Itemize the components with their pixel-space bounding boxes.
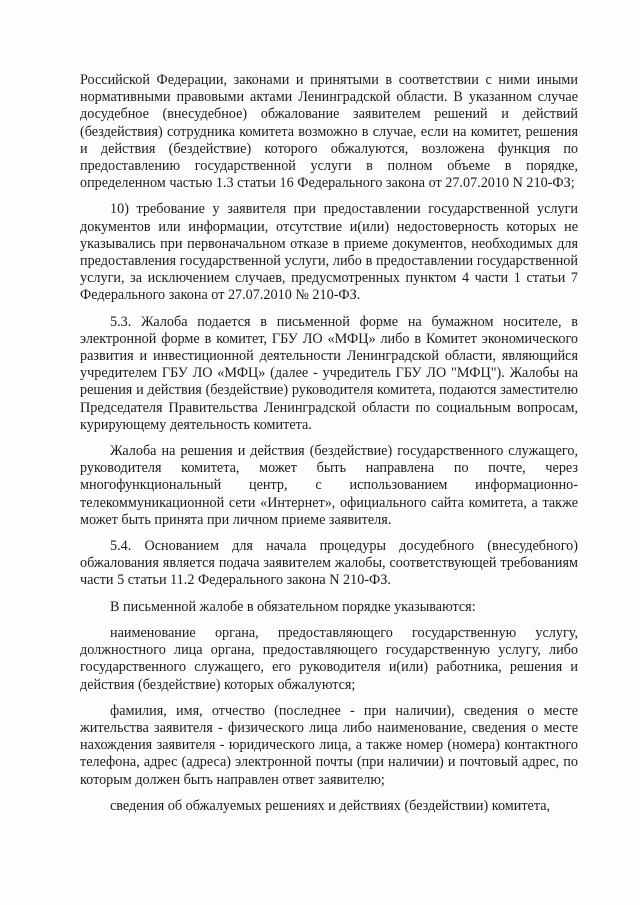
paragraph-item-10: 10) требование у заявителя при предоставлении государственной услуги документов или информации, отсутствие и(или) недостоверность которых не указывались при первоначальном отказе в приеме документов, необходимых для предоставления государственной услуги, либо в предоставлении государственной услуги, за исключением случаев, предусмотренных пунктом 4 части 1 статьи 7 Федерального закона от 27.07.2010 № 210-ФЗ. — [80, 201, 578, 304]
document-body — [80, 72, 578, 824]
paragraph-body-name: наименование органа, предоставляющего государственную услугу, должностного лица органа, предоставляющего государственную услугу, либо государственного служащего, его руководителя и(или) работника, решения и действия (бездействие) которых обжалуются; — [80, 624, 578, 693]
paragraph-applicant-details: фамилия, имя, отчество (последнее - при наличии), сведения о месте жительства заявителя - физического лица либо наименование, сведения о месте нахождения заявителя - юридического лица, а также номер (номера) контактного телефона, адрес (адреса) электронной почты (при наличии) и почтовый адрес, по которым должен быть направлен ответ заявителю; — [80, 702, 578, 788]
paragraph-continuation: Российской Федерации, законами и принятыми в соответствии с ними иными нормативными правовыми актами Ленинградской области. В указанном случае досудебное (внесудебное) обжалование заявителем решений и действий (бездействия) сотрудника комитета возможно в случае, если на комитет, решения и действия (бездействие) которого обжалуются, возложена функция по предоставлению государственной услуги в полном объеме в порядке, определенном частью 1.3 статьи 16 Федерального закона от 27.07.2010 N 210-ФЗ; — [80, 72, 578, 192]
paragraph-required-contents-intro: В письменной жалобе в обязательном порядке указываются: — [110, 598, 476, 615]
paragraph-5-3: 5.3. Жалоба подается в письменной форме на бумажном носителе, в электронной форме в комитет, ГБУ ЛО «МФЦ» либо в Комитет экономического развития и инвестиционной деятельности Ленинградской области, являющийся учредителем ГБУ ЛО «МФЦ» (далее - учредитель ГБУ ЛО "МФЦ"). Жалобы на решения и действия (бездействие) руководителя комитета, подаются заместителю Председателя Правительства Ленинградской области по социальным вопросам, курирующему деятельность комитета. — [80, 313, 578, 433]
paragraph-5-4: 5.4. Основанием для начала процедуры досудебного (внесудебного) обжалования является подача заявителем жалобы, соответствующей требованиям части 5 статьи 11.2 Федерального закона N 210-ФЗ. — [80, 538, 578, 589]
paragraph-complaint-channels: Жалоба на решения и действия (бездействие) государственного служащего, руководителя комитета, может быть направлена по почте, через многофункциональный центр, с использованием информационно-телекоммуникационной сети «Интернет», официального сайта комитета, а также может быть принята при личном приеме заявителя. — [80, 443, 578, 528]
paragraph-appealed-decisions: сведения об обжалуемых решениях и действиях (бездействии) комитета, — [110, 797, 551, 814]
